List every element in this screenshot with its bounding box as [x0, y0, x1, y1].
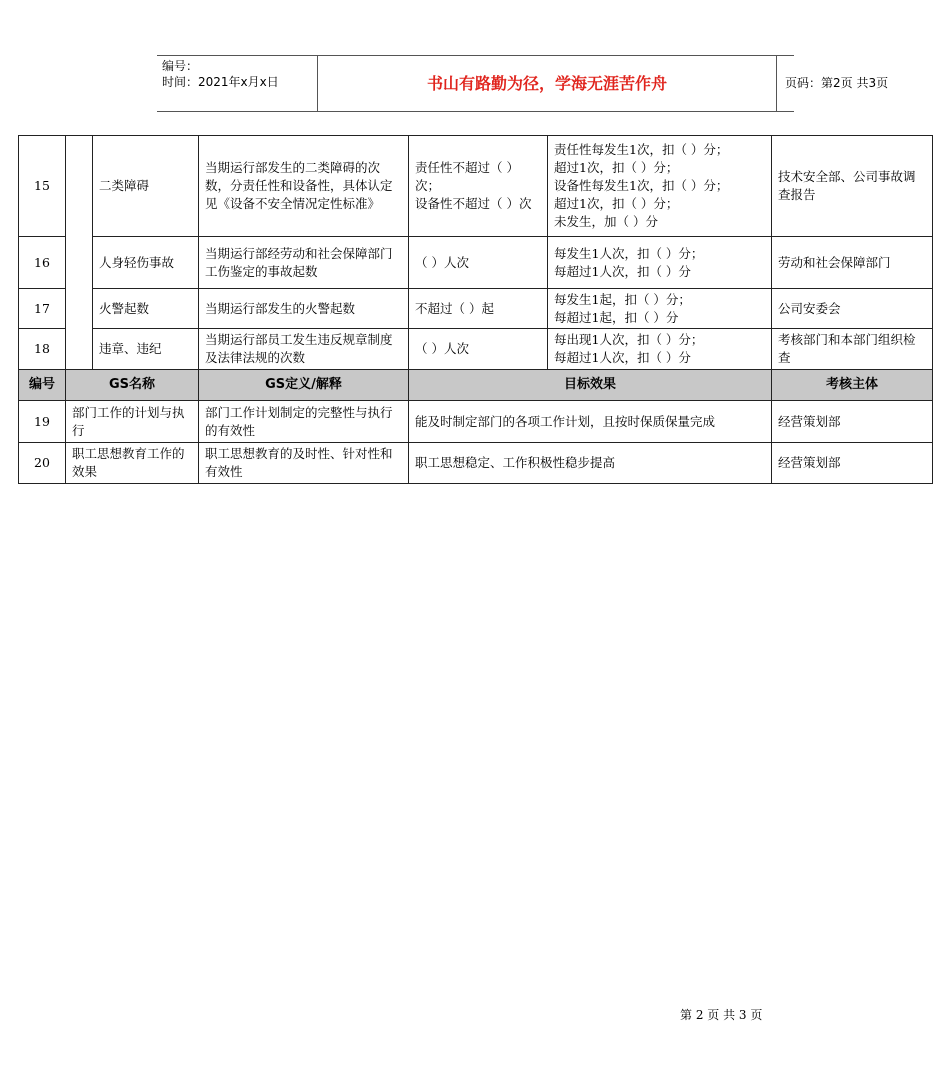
indicator-scoring [548, 237, 772, 289]
gs-name: 部门工作的计划与执行 [66, 401, 199, 443]
header-motto: 书山有路勤为径，学海无涯苦作舟 [317, 56, 777, 111]
assessment-table [18, 135, 933, 484]
indicator-scoring [548, 289, 772, 329]
row-number: 16 [19, 237, 66, 289]
table-row [19, 237, 933, 289]
row-number: 15 [19, 136, 66, 237]
score-line: 每超过1人次，扣（ ）分 [554, 350, 691, 365]
indicator-definition: 当期运行部发生的二类障碍的次数，分责任性和设备性，具体认定见《设备不安全情况定性标准》 [199, 136, 409, 237]
gs-target-effect: 职工思想稳定、工作积极性稳步提高 [409, 443, 772, 484]
header-page-label: 页码：第2页 共3页 [785, 76, 889, 90]
table-row [19, 136, 933, 237]
assessment-subject: 公司安委会 [772, 289, 933, 329]
indicator-definition: 当期运行部发生的火警起数 [199, 289, 409, 329]
indicator-target [409, 289, 548, 329]
table-row [19, 329, 933, 370]
page-footer: 第 2 页 共 3 页 [680, 1008, 763, 1022]
row-number: 18 [19, 329, 66, 370]
score-line: 超过1次，扣（ ）分； [554, 196, 679, 211]
indicator-target [409, 329, 548, 370]
page-header [157, 55, 889, 112]
header-gs-name: GS名称 [66, 370, 199, 401]
indicator-scoring [548, 136, 772, 237]
indicator-definition: 当期运行部员工发生违反规章制度及法律法规的次数 [199, 329, 409, 370]
document-time-label: 时间：2021年x月x日 [162, 75, 279, 89]
gs-header-row [19, 370, 933, 401]
header-assessment-subject: 考核主体 [772, 370, 933, 401]
target-line: 设备性不超过（ ）次 [415, 196, 532, 211]
row-number: 17 [19, 289, 66, 329]
assessment-subject: 考核部门和本部门组织检查 [772, 329, 933, 370]
header-number: 编号 [19, 370, 66, 401]
header-target-effect: 目标效果 [409, 370, 772, 401]
table-row [19, 289, 933, 329]
indicator-name: 人身轻伤事故 [93, 237, 199, 289]
indicator-name: 二类障碍 [93, 136, 199, 237]
indicator-scoring [548, 329, 772, 370]
document-code-label: 编号： [162, 59, 199, 73]
score-line: 设备性每发生1次，扣（ ）分； [554, 178, 729, 193]
score-line: 每发生1人次，扣（ ）分； [554, 245, 704, 261]
assessment-subject: 经营策划部 [772, 401, 933, 443]
target-line: （ ）人次 [415, 254, 469, 270]
table-row [19, 443, 933, 484]
target-line: 责任性不超过（ ）次； [415, 160, 519, 193]
indicator-target [409, 237, 548, 289]
indicator-name: 违章、违纪 [93, 329, 199, 370]
assessment-subject: 技术安全部、公司事故调查报告 [772, 136, 933, 237]
score-line: 每超过1起，扣（ ）分 [554, 309, 679, 325]
gs-target-effect: 能及时制定部门的各项工作计划，且按时保质保量完成 [409, 401, 772, 443]
indicator-name: 火警起数 [93, 289, 199, 329]
gs-definition: 职工思想教育的及时性、针对性和有效性 [199, 443, 409, 484]
target-line: 不超过（ ）起 [415, 300, 494, 316]
gs-definition: 部门工作计划制定的完整性与执行的有效性 [199, 401, 409, 443]
header-gs-definition: GS定义/解释 [199, 370, 409, 401]
table-row [19, 401, 933, 443]
score-line: 责任性每发生1次，扣（ ）分； [554, 142, 729, 157]
row-number: 20 [19, 443, 66, 484]
target-line: （ ）人次 [415, 341, 469, 356]
score-line: 每出现1人次，扣（ ）分； [554, 332, 704, 347]
score-line: 每发生1起，扣（ ）分； [554, 291, 691, 307]
indicator-target [409, 136, 548, 237]
score-line: 超过1次，扣（ ）分； [554, 160, 679, 175]
header-left-cell [157, 56, 317, 111]
assessment-subject: 劳动和社会保障部门 [772, 237, 933, 289]
merged-category-cell [66, 136, 93, 370]
indicator-definition: 当期运行部经劳动和社会保障部门工伤鉴定的事故起数 [199, 237, 409, 289]
row-number: 19 [19, 401, 66, 443]
score-line: 未发生，加（ ）分 [554, 214, 658, 229]
assessment-subject: 经营策划部 [772, 443, 933, 484]
gs-name: 职工思想教育工作的效果 [66, 443, 199, 484]
score-line: 每超过1人次，扣（ ）分 [554, 263, 691, 279]
